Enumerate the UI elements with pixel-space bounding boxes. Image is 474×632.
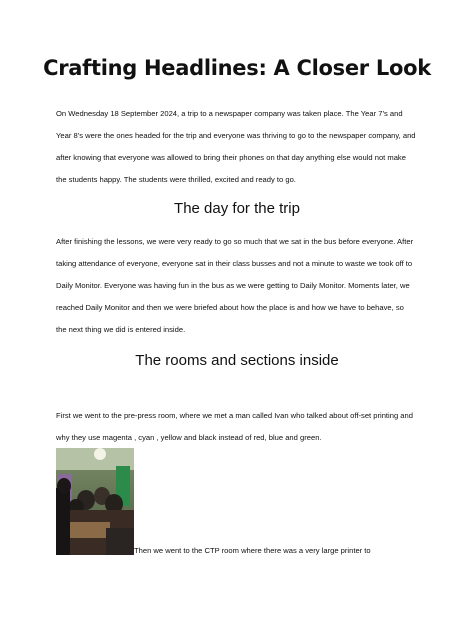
document-title: Crafting Headlines: A Closer Look — [43, 56, 431, 80]
intro-paragraph: On Wednesday 18 September 2024, a trip to a newspaper company was taken place. The Year 7’s and Year 8’s were the ones headed for the trip and everyone was thriving to go to the newspaper company, and after knowing that everyone was allowed to bring their phones on that day anything else would not make the students happy. The students were thrilled, excited and ready to go. — [56, 109, 416, 184]
section-heading-rooms: The rooms and sections inside — [135, 352, 339, 369]
section-heading-trip-day: The day for the trip — [174, 200, 300, 217]
photo-caption: Then we went to the CTP room where there was a very large printer to — [134, 546, 371, 555]
trip-day-paragraph: After finishing the lessons, we were very ready to go so much that we sat in the bus before everyone. After taking attendance of everyone, everyone sat in their class busses and not a minute to waste we took off to Daily Monitor. Everyone was having fun in the bus as we were getting to Daily Monitor. Moments later, we reached Daily Monitor and then we were briefed about how the place is and how we have to behave, so the next thing we did is entered inside. — [56, 237, 414, 334]
classroom-photo — [56, 448, 134, 555]
rooms-paragraph: First we went to the pre-press room, where we met a man called Ivan who talked about off-set printing and why they use magenta , cyan , yellow and black instead of red, blue and green. — [56, 411, 413, 442]
